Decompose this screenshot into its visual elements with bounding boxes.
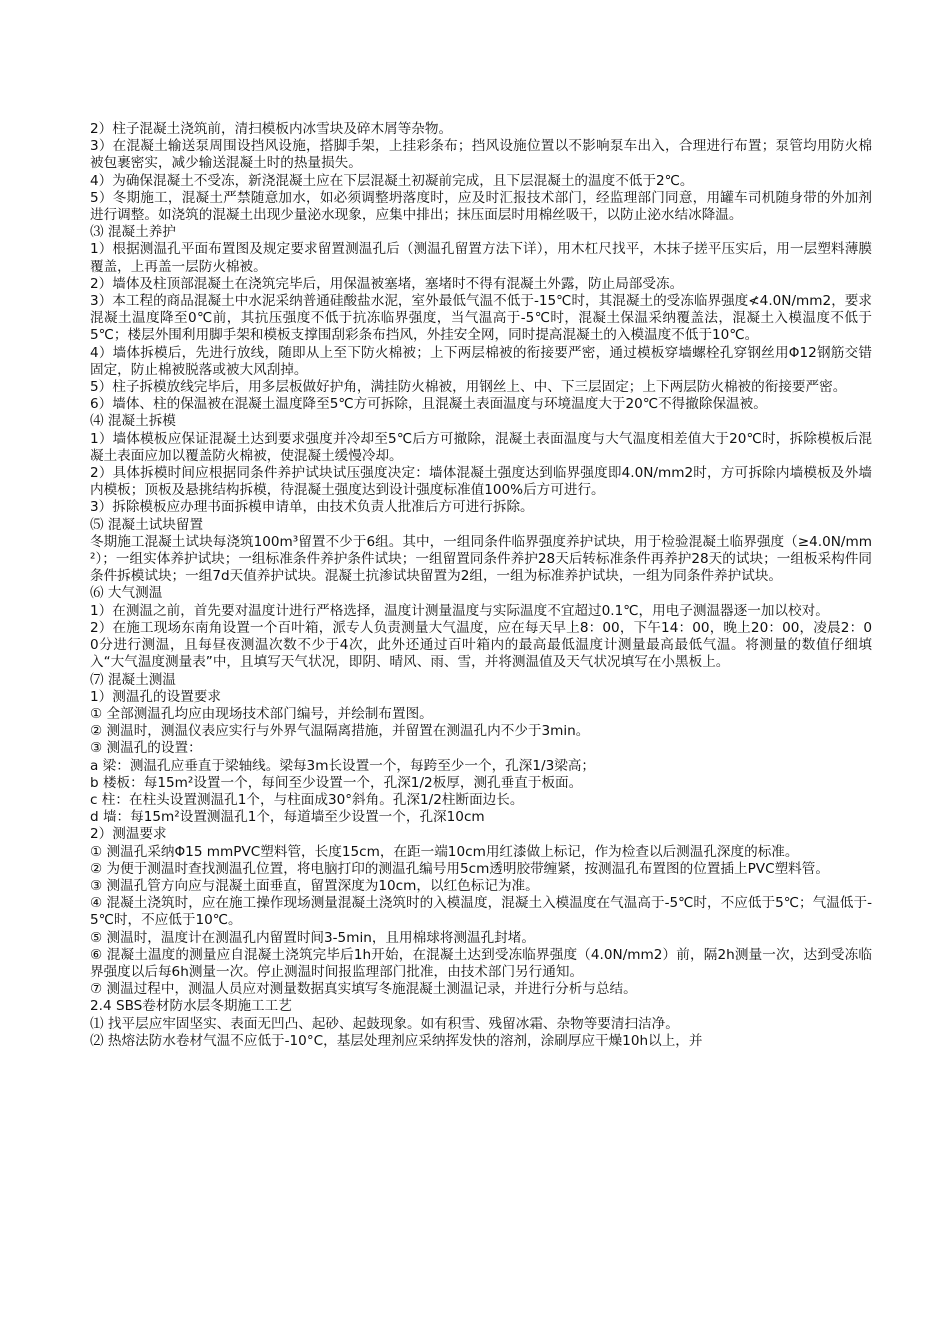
para-removal-2: 2）具体拆模时间应根据同条件养护试块试压强度决定：墙体混凝土强度达到临界强度即4.0N/mm2时，方可拆除内墙模板及外墙内模板；顶板及悬挑结构拆模，待混凝土强度达到设计强度标准值100%后方可进行。 xyxy=(90,465,872,499)
item-req-6: ⑥ 混凝土温度的测量应自混凝土浇筑完毕后1h开始，在混凝土达到受冻临界强度（4.0N/mm2）前，隔2h测量一次，达到受冻临界强度以后每6h测量一次。停止测温时间报监理部门批准，由技术部门另行通知。 xyxy=(90,946,872,980)
heading-formwork-removal: ⑷ 混凝土拆模 xyxy=(90,413,176,430)
item-hole-beam: a 梁：测温孔应垂直于梁轴线。梁每3m长设置一个，每跨至少一个，孔深1/3梁高； xyxy=(90,757,596,774)
subheading-temp-requirements: 2）测温要求 xyxy=(90,826,167,843)
para-curing-3: 3）本工程的商品混凝土中水泥采纳普通硅酸盐水泥，室外最低气温不低于-15℃时，其混凝土的受冻临界强度≮4.0N/mm2，要求混凝土温度降至0℃前，其抗压强度不低于抗冻临界强度，当气温高于-5℃时，混凝土保温采纳覆盖法，混凝土入模温度不低于5℃；楼层外围利用脚手架和模板支撑围刮彩条布挡风，外挂安全网，同时提高混凝土的入模温度不低于10℃。 xyxy=(90,293,872,344)
para-no-water: 5）冬期施工，混凝土严禁随意加水，如必须调整坍落度时，应及时汇报技术部门，经监理部门同意，用罐车司机随身带的外加剂进行调整。如浇筑的混凝土出现少量泌水现象，应集中排出；抹压面层时用棉丝吸干，以防止泌水结冰降温。 xyxy=(90,189,872,224)
item-req-5: ⑤ 测温时，温度计在测温孔内留置时间3-5min，且用棉球将测温孔封堵。 xyxy=(90,929,535,946)
document-body xyxy=(90,121,872,1050)
para-curing-6: 6）墙体、柱的保温被在混凝土温度降至5℃方可拆除，且混凝土表面温度与环境温度大于20℃不得撤除保温被。 xyxy=(90,396,767,413)
para-air-temp-2: 2）在施工现场东南角设置一个百叶箱，派专人负责测量大气温度，应在每天早上8：00，下午14：00，晚上20：00，凌晨2：00分进行测温，且每昼夜测温次数不少于4次，此外还通过百叶箱内的最高最低温度计测量最高最低气温。将测量的数值仔细填入“大气温度测量表”中，且填写天气状况，即阴、晴风、雨、雪，并将测温值及天气状况填写在小黑板上。 xyxy=(90,619,872,671)
item-hole-column: c 柱：在柱头设置测温孔1个，与柱面成30°斜角。孔深1/2柱断面边长。 xyxy=(90,791,524,808)
para-removal-3: 3）拆除模板应办理书面拆模申请单，由技术负责人批准后方可进行拆除。 xyxy=(90,499,534,516)
item-req-7: ⑦ 测温过程中，测温人员应对测量数据真实填写冬施混凝土测温记录，并进行分析与总结。 xyxy=(90,981,637,998)
item-hole-2: ② 测温时，测温仪表应实行与外界气温隔离措施，并留置在测温孔内不少于3min。 xyxy=(90,723,590,740)
item-hole-3: ③ 测温孔的设置： xyxy=(90,740,202,757)
para-curing-1: 1）根据测温孔平面布置图及规定要求留置测温孔后（测温孔留置方法下详），用木杠尺找平，木抹子搓平压实后，用一层塑料薄膜覆盖，上再盖一层防火棉被。 xyxy=(90,241,872,275)
item-req-4: ④ 混凝土浇筑时，应在施工操作现场测量混凝土浇筑时的入模温度，混凝土入模温度在气温高于-5℃时，不应低于5℃；气温低于-5℃时，不应低于10℃。 xyxy=(90,895,872,929)
para-removal-1: 1）墙体模板应保证混凝土达到要求强度并冷却至5℃后方可撤除，混凝土表面温度与大气温度相差值大于20℃时，拆除模板后混凝土表面应加以覆盖防火棉被，使混凝土缓慢冷却。 xyxy=(90,430,872,464)
para-sbs-2: ⑵ 热熔法防水卷材气温不应低于-10°C，基层处理剂应采纳挥发快的溶剂，涂刷厚应干燥10h以上，并 xyxy=(90,1032,703,1049)
item-hole-wall: d 墙：每15m²设置测温孔1个，每道墙至少设置一个，孔深10cm xyxy=(90,809,485,826)
item-hole-slab: b 楼板：每15m²设置一个，每间至少设置一个，孔深1/2板厚，测孔垂直于板面。 xyxy=(90,774,583,791)
item-req-1: ① 测温孔采纳Φ15 mmPVC塑料管，长度15cm，在距一端10cm用红漆做上标记，作为检查以后测温孔深度的标准。 xyxy=(90,843,799,860)
para-curing-4: 4）墙体拆模后，先进行放线，随即从上至下防火棉被；上下两层棉被的衔接要严密，通过模板穿墙螺栓孔穿钢丝用Φ12钢筋交错固定，防止棉被脱落或被大风刮掉。 xyxy=(90,344,872,378)
para-pump-windshield: 3）在混凝土输送泵周围设挡风设施，搭脚手架，上挂彩条布；挡风设施位置以不影响泵车出入，合理进行布置；泵管均用防火棉被包裹密实，减少输送混凝土时的热量损失。 xyxy=(90,138,872,172)
para-pour-prep: 2）柱子混凝土浇筑前，清扫模板内冰雪块及碎木屑等杂物。 xyxy=(90,121,453,137)
para-air-temp-1: 1）在测温之前，首先要对温度计进行严格选择，温度计测量温度与实际温度不宜超过0.1℃，用电子测温器逐一加以校对。 xyxy=(90,602,829,619)
heading-concrete-temp: ⑺ 混凝土测温 xyxy=(90,671,176,688)
heading-sbs-waterproof: 2.4 SBS卷材防水层冬期施工工艺 xyxy=(90,998,292,1015)
heading-curing: ⑶ 混凝土养护 xyxy=(90,224,176,241)
heading-air-temp: ⑹ 大气测温 xyxy=(90,585,163,602)
item-hole-1: ① 全部测温孔均应由现场技术部门编号，并绘制布置图。 xyxy=(90,705,433,722)
para-pour-timing: 4）为确保混凝土不受冻，新浇混凝土应在下层混凝土初凝前完成，且下层混凝土的温度不低于2℃。 xyxy=(90,172,694,189)
item-req-2: ② 为便于测温时查找测温孔位置，将电脑打印的测温孔编号用5cm透明胶带缠紧，按测温孔布置图的位置插上PVC塑料管。 xyxy=(90,860,829,877)
para-curing-2: 2）墙体及柱顶部混凝土在浇筑完毕后，用保温被塞堵，塞堵时不得有混凝土外露，防止局部受冻。 xyxy=(90,275,684,292)
item-req-3: ③ 测温孔管方向应与混凝土面垂直，留置深度为10cm，以红色标记为准。 xyxy=(90,877,539,894)
subheading-hole-setup: 1）测温孔的设置要求 xyxy=(90,688,221,705)
para-sbs-1: ⑴ 找平层应牢固坚实、表面无凹凸、起砂、起鼓现象。如有积雪、残留冰霜、杂物等要清扫洁净。 xyxy=(90,1015,679,1032)
para-test-blocks: 冬期施工混凝土试块每浇筑100m³留置不少于6组。其中，一组同条件临界强度养护试块，用于检验混凝土临界强度（≥4.0N/mm²）；一组实体养护试块；一组标准条件养护条件试块；一组留置同条件养护28天后转标准条件再养护28天的试块；一组板采构件同条件拆模试块；一组7d天值养护试块。混凝土抗渗试块留置为2组，一组为标准养护试块，一组为同条件养护试块。 xyxy=(90,533,872,585)
para-curing-5: 5）柱子拆模放线完毕后，用多层板做好护角，满挂防火棉被，用钢丝上、中、下三层固定；上下两层防火棉被的衔接要严密。 xyxy=(90,379,847,396)
heading-test-blocks: ⑸ 混凝土试块留置 xyxy=(90,516,204,533)
